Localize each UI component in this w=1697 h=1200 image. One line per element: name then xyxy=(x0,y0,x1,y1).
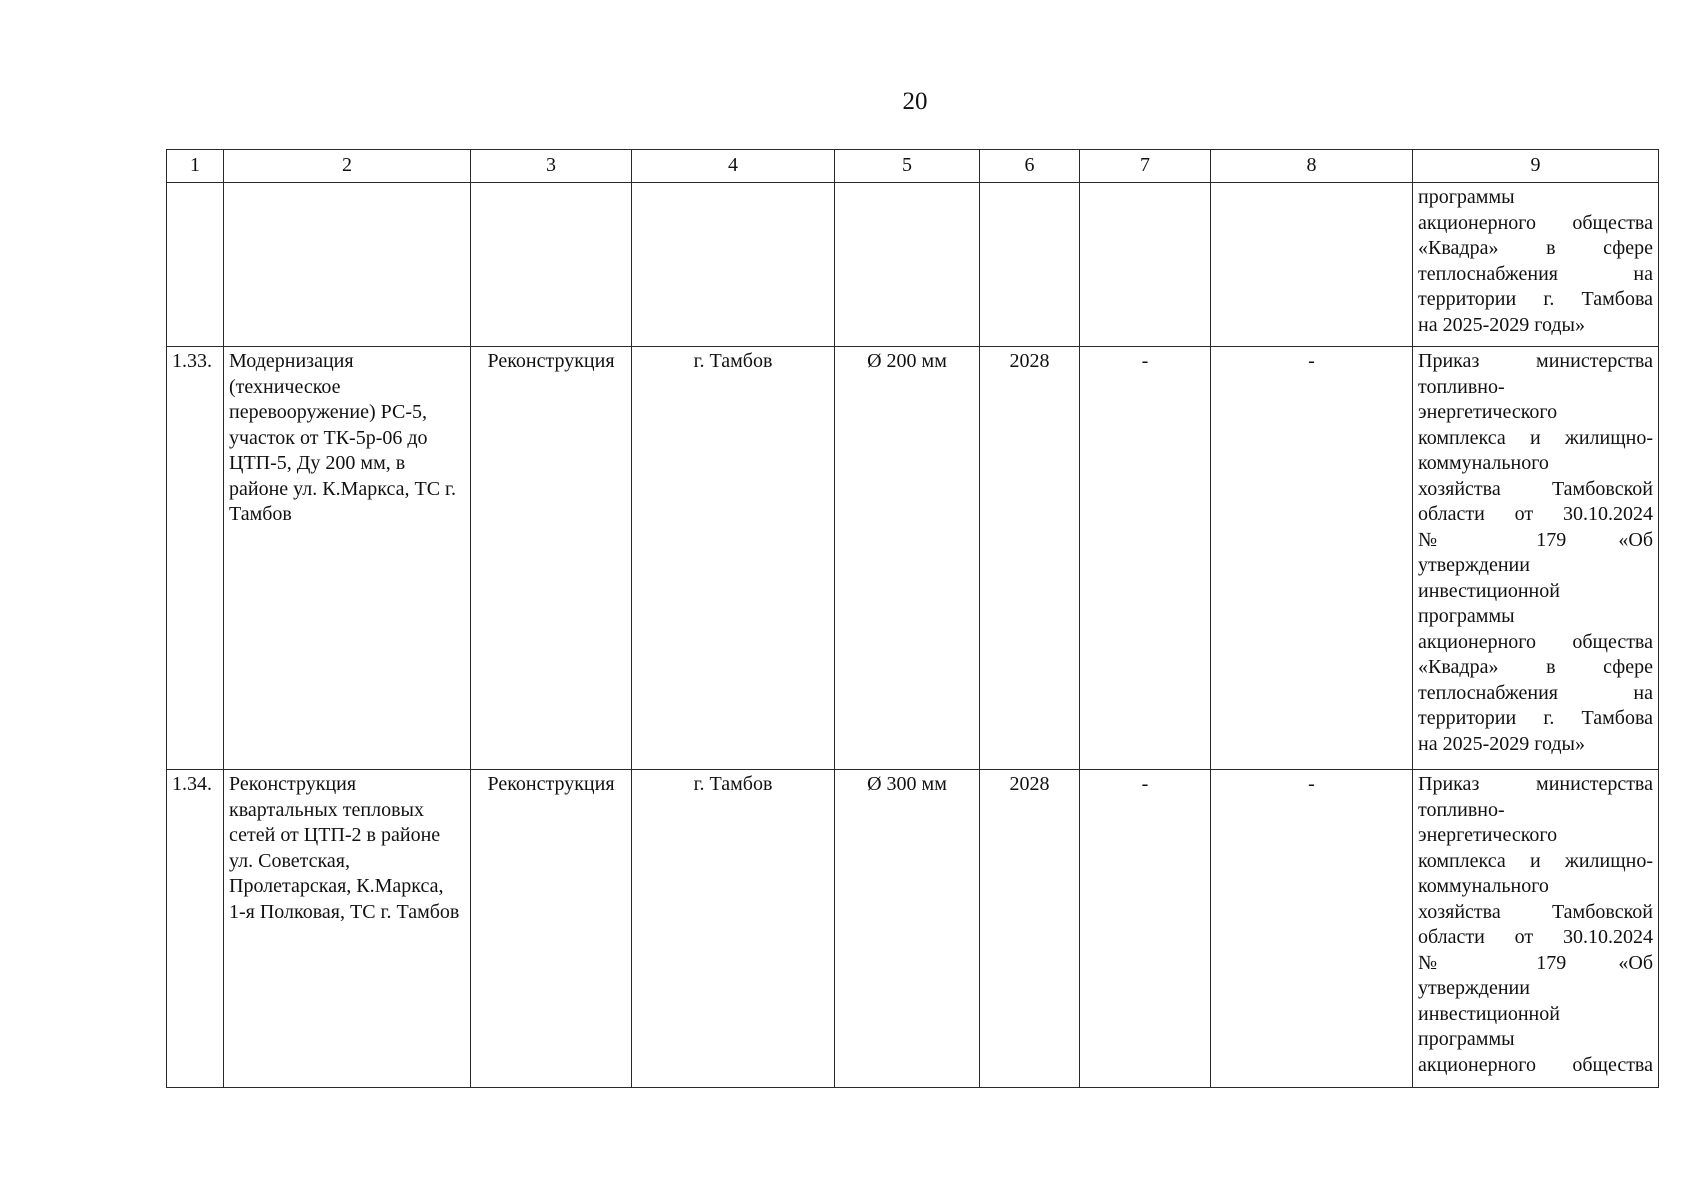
basis-line: «Квадра» в сфере xyxy=(1418,237,1653,260)
row-number: 1.34. xyxy=(167,770,224,1088)
column-header: 1 xyxy=(167,150,224,183)
basis-line: инвестиционной xyxy=(1418,579,1560,602)
objects-table xyxy=(166,149,1659,1088)
object-name: Реконструкция квартальных тепловых сетей от ЦТП-2 в районе ул. Советская, Пролетарская, К.Маркса, 1-я Полковая, ТС г. Тамбов xyxy=(224,770,471,1088)
basis-document-cell xyxy=(1413,770,1659,1088)
work-type: Реконструкция xyxy=(471,347,632,770)
column-header: 8 xyxy=(1211,150,1413,183)
basis-document-cell xyxy=(1413,183,1659,347)
table-row xyxy=(167,770,1659,1088)
year: 2028 xyxy=(980,770,1080,1088)
basis-line: комплекса и жилищно- xyxy=(1418,849,1653,872)
empty-cell xyxy=(167,183,224,347)
basis-line: хозяйства Тамбовской xyxy=(1418,900,1653,923)
empty-cell xyxy=(835,183,980,347)
basis-line: акционерного общества xyxy=(1418,1053,1653,1076)
basis-line: Приказ министерства xyxy=(1418,773,1653,796)
column-7-value: - xyxy=(1080,347,1211,770)
year: 2028 xyxy=(980,347,1080,770)
empty-cell xyxy=(224,183,471,347)
diameter: Ø 300 мм xyxy=(835,770,980,1088)
basis-line: программы xyxy=(1418,186,1515,209)
basis-line: программы xyxy=(1418,605,1515,628)
basis-line: территории г. Тамбова xyxy=(1418,288,1653,311)
basis-line: № 179 «Об xyxy=(1418,528,1653,551)
empty-cell xyxy=(1080,183,1211,347)
object-name: Модернизация (техническое перевооружение) РС-5, участок от ТК-5р-06 до ЦТП-5, Ду 200 мм, в районе ул. К.Маркса, ТС г. Тамбов xyxy=(224,347,471,770)
column-header: 4 xyxy=(632,150,835,183)
basis-line: программы xyxy=(1418,1028,1515,1051)
basis-line: «Квадра» в сфере xyxy=(1418,656,1653,679)
basis-line: на 2025-2029 годы» xyxy=(1418,732,1585,755)
page-number: 20 xyxy=(902,88,928,115)
basis-document-cell xyxy=(1413,347,1659,770)
empty-cell xyxy=(1211,183,1413,347)
basis-line: на 2025-2029 годы» xyxy=(1418,313,1585,336)
column-number-row xyxy=(167,150,1659,183)
location: г. Тамбов xyxy=(632,347,835,770)
column-header: 5 xyxy=(835,150,980,183)
diameter: Ø 200 мм xyxy=(835,347,980,770)
basis-line: утверждении xyxy=(1418,977,1530,1000)
column-8-value: - xyxy=(1211,347,1413,770)
basis-line: Приказ министерства xyxy=(1418,350,1653,373)
column-header: 9 xyxy=(1413,150,1659,183)
basis-line: области от 30.10.2024 xyxy=(1418,503,1653,526)
basis-line: топливно- xyxy=(1418,798,1505,821)
column-7-value: - xyxy=(1080,770,1211,1088)
basis-line: коммунального xyxy=(1418,875,1549,898)
column-8-value: - xyxy=(1211,770,1413,1088)
basis-line: акционерного общества xyxy=(1418,630,1653,653)
column-header: 2 xyxy=(224,150,471,183)
empty-cell xyxy=(980,183,1080,347)
basis-line: № 179 «Об xyxy=(1418,951,1653,974)
location: г. Тамбов xyxy=(632,770,835,1088)
basis-line: теплоснабжения на xyxy=(1418,681,1653,704)
table-row xyxy=(167,347,1659,770)
basis-line: утверждении xyxy=(1418,554,1530,577)
basis-line: топливно- xyxy=(1418,375,1505,398)
basis-line: инвестиционной xyxy=(1418,1002,1560,1025)
table-row-continued xyxy=(167,183,1659,347)
basis-line: хозяйства Тамбовской xyxy=(1418,477,1653,500)
basis-line: комплекса и жилищно- xyxy=(1418,426,1653,449)
basis-line: энергетического xyxy=(1418,401,1558,424)
column-header: 6 xyxy=(980,150,1080,183)
empty-cell xyxy=(632,183,835,347)
column-header: 3 xyxy=(471,150,632,183)
column-header: 7 xyxy=(1080,150,1211,183)
basis-line: территории г. Тамбова xyxy=(1418,707,1653,730)
row-number: 1.33. xyxy=(167,347,224,770)
basis-line: области от 30.10.2024 xyxy=(1418,926,1653,949)
basis-line: энергетического xyxy=(1418,824,1558,847)
work-type: Реконструкция xyxy=(471,770,632,1088)
empty-cell xyxy=(471,183,632,347)
basis-line: коммунального xyxy=(1418,452,1549,475)
basis-line: теплоснабжения на xyxy=(1418,262,1653,285)
basis-line: акционерного общества xyxy=(1418,211,1653,234)
